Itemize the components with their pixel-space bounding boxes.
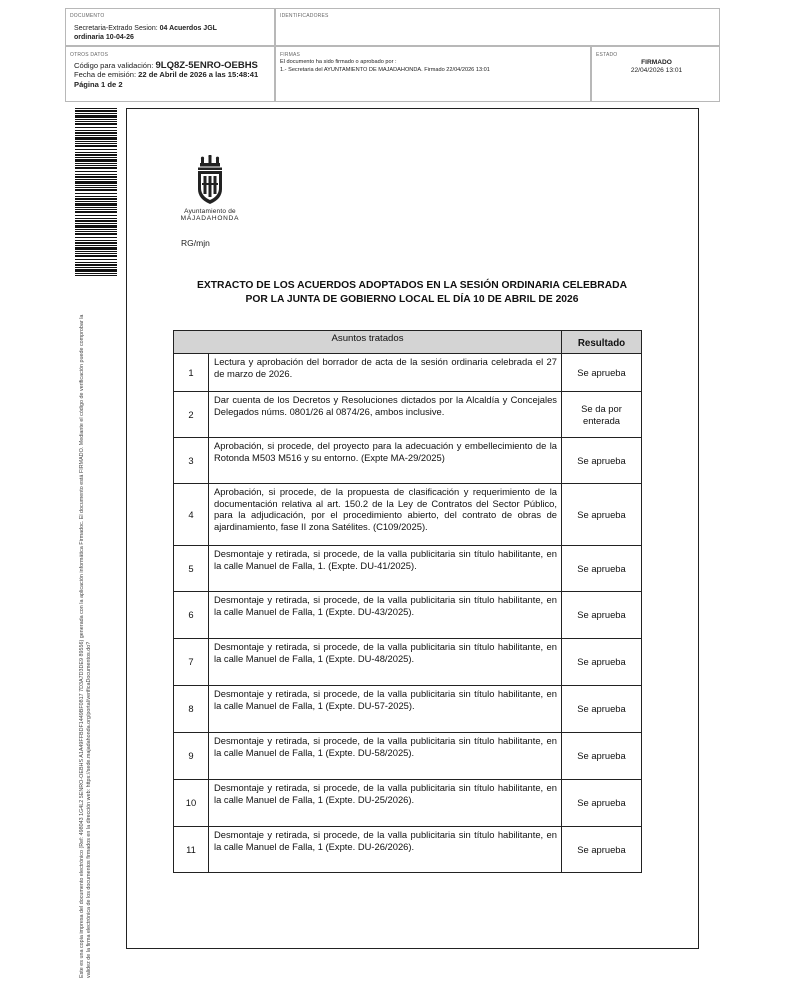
row-result: Se aprueba bbox=[562, 639, 642, 686]
fecha-prefix: Fecha de emisión: bbox=[74, 70, 139, 80]
emission-date: 22 de Abril de 2026 a las 15:48:41 bbox=[138, 70, 259, 80]
verification-side-note: Este es una copia impresa del documento electrónico (Ref: 498043 1G4L2 5ENRO-OEBHS A1A49FFBDF1449BF0817 7D3A7D3DE9 89556) generada con la aplicación informática Firmadoc. El documento está FIRMADO. Mediante el código de verificación puede comprobar la validez de la firma electrónica de los documentos firmados en la dirección web: https://sede.majadahonda.org/portal/verificaDocumentos.do? bbox=[79, 314, 92, 978]
reference-initials: RG/mjn bbox=[181, 238, 210, 248]
page-indicator: Página 1 de 2 bbox=[74, 79, 123, 89]
table-row bbox=[174, 484, 642, 546]
table-row bbox=[174, 354, 642, 392]
row-result: Se aprueba bbox=[562, 686, 642, 733]
row-result: Se da por enterada bbox=[562, 392, 642, 438]
title-line-1: EXTRACTO DE LOS ACUERDOS ADOPTADOS EN LA SESIÓN ORDINARIA CELEBRADA bbox=[196, 280, 627, 291]
logo-text-line-1: Ayuntamiento de bbox=[184, 208, 236, 215]
documento-label: DOCUMENTO bbox=[70, 13, 105, 19]
header-resultado bbox=[562, 331, 642, 354]
row-result: Se aprueba bbox=[562, 354, 642, 392]
row-result: Se aprueba bbox=[562, 438, 642, 484]
row-description: Aprobación, si procede, de la propuesta de clasificación y requerimiento de la documentación relativa al art. 150.2 de la Ley de Contratos del Sector Público, para la adjudicación, por el procedimiento abierto, del contrato de obras de ajardinamiento, fase II zona Satélites. (C109/2025). bbox=[209, 484, 562, 546]
row-description: Desmontaje y retirada, si procede, de la valla publicitaria sin título habilitante, en la calle Manuel de Falla, 1 (Expte. DU-26/2026). bbox=[209, 827, 562, 873]
otros-datos-label: OTROS DATOS bbox=[70, 52, 109, 58]
table-row bbox=[174, 592, 642, 639]
row-number: 8 bbox=[174, 686, 209, 733]
document-title bbox=[174, 279, 650, 306]
header-firmas-cell bbox=[275, 46, 591, 102]
header-otros-datos-cell bbox=[65, 46, 275, 102]
row-description: Desmontaje y retirada, si procede, de la valla publicitaria sin título habilitante, en la calle Manuel de Falla, 1. (Expte. DU-41/2025). bbox=[209, 546, 562, 592]
row-result: Se aprueba bbox=[562, 780, 642, 827]
table-row bbox=[174, 827, 642, 873]
row-number: 9 bbox=[174, 733, 209, 780]
row-description: Desmontaje y retirada, si procede, de la valla publicitaria sin título habilitante, en la calle Manuel de Falla, 1 (Expte. DU-43/2025). bbox=[209, 592, 562, 639]
row-result: Se aprueba bbox=[562, 827, 642, 873]
row-result: Se aprueba bbox=[562, 733, 642, 780]
row-description: Desmontaje y retirada, si procede, de la valla publicitaria sin título habilitante, en la calle Manuel de Falla, 1 (Expte. DU-58/2025). bbox=[209, 733, 562, 780]
row-number: 11 bbox=[174, 827, 209, 873]
row-number: 2 bbox=[174, 392, 209, 438]
barcode-image bbox=[75, 108, 117, 276]
firmas-text bbox=[280, 59, 490, 74]
estado-date: 22/04/2026 13:01 bbox=[630, 67, 683, 74]
header-asuntos bbox=[174, 331, 562, 354]
table-row bbox=[174, 392, 642, 438]
header-estado-cell bbox=[591, 46, 720, 102]
identificadores-label: IDENTIFICADORES bbox=[280, 13, 329, 19]
logo-text-line-2: MAJADAHONDA bbox=[180, 215, 240, 222]
agenda-table bbox=[173, 330, 642, 873]
table-row bbox=[174, 686, 642, 733]
row-description: Aprobación, si procede, del proyecto para la adecuación y embellecimiento de la Rotonda M503 M516 y su entorno. (Expte MA-29/2025) bbox=[209, 438, 562, 484]
row-result: Se aprueba bbox=[562, 484, 642, 546]
codigo-prefix: Código para validación: bbox=[74, 61, 156, 70]
documento-prefix: Secretaria-Extrado Sesion: bbox=[74, 25, 160, 32]
row-number: 7 bbox=[174, 639, 209, 686]
estado-label: ESTADO bbox=[596, 52, 618, 58]
documento-bold-1: 04 Acuerdos JGL bbox=[159, 25, 217, 32]
header-asuntos-label: Asuntos tratados bbox=[331, 333, 404, 344]
table-row bbox=[174, 438, 642, 484]
row-result: Se aprueba bbox=[562, 592, 642, 639]
documento-bold-2: ordinaria 10-04-26 bbox=[74, 34, 134, 41]
row-number: 1 bbox=[174, 354, 209, 392]
firmas-label: FIRMAS bbox=[280, 52, 301, 58]
header-resultado-label: Resultado bbox=[577, 338, 626, 349]
title-line-2: POR LA JUNTA DE GOBIERNO LOCAL EL DÍA 10 DE ABRIL DE 2026 bbox=[245, 293, 579, 305]
row-description: Desmontaje y retirada, si procede, de la valla publicitaria sin título habilitante, en la calle Manuel de Falla, 1 (Expte. DU-48/2025). bbox=[209, 639, 562, 686]
validation-block bbox=[74, 61, 258, 89]
validation-code: 9LQ8Z-5ENRO-OEBHS bbox=[155, 60, 258, 71]
table-row bbox=[174, 639, 642, 686]
documento-title bbox=[74, 24, 217, 42]
table-header-row bbox=[174, 331, 642, 354]
estado-text bbox=[592, 59, 721, 75]
row-description: Dar cuenta de los Decretos y Resoluciones dictados por la Alcaldía y Concejales Delegados núms. 0801/26 al 0874/26, ambos inclusive. bbox=[209, 392, 562, 438]
table-row bbox=[174, 546, 642, 592]
row-description: Lectura y aprobación del borrador de acta de la sesión ordinaria celebrada el 27 de marzo de 2026. bbox=[209, 354, 562, 392]
row-result: Se aprueba bbox=[562, 546, 642, 592]
row-description: Desmontaje y retirada, si procede, de la valla publicitaria sin título habilitante, en la calle Manuel de Falla, 1 (Expte. DU-57-2025). bbox=[209, 686, 562, 733]
header-identificadores-cell bbox=[275, 8, 720, 46]
estado-value: FIRMADO bbox=[641, 59, 672, 66]
agenda-table-body bbox=[174, 354, 642, 873]
firmas-line-2: 1.- Secretaria del AYUNTAMIENTO DE MAJADAHONDA. Firmado 22/04/2026 13:01 bbox=[280, 66, 490, 73]
row-number: 3 bbox=[174, 438, 209, 484]
table-row bbox=[174, 780, 642, 827]
header-documento-cell bbox=[65, 8, 275, 46]
firmas-line-1: El documento ha sido firmado o aprobado por : bbox=[280, 59, 397, 65]
row-number: 10 bbox=[174, 780, 209, 827]
row-number: 5 bbox=[174, 546, 209, 592]
row-description: Desmontaje y retirada, si procede, de la valla publicitaria sin título habilitante, en la calle Manuel de Falla, 1 (Expte. DU-25/2026). bbox=[209, 780, 562, 827]
row-number: 4 bbox=[174, 484, 209, 546]
table-row bbox=[174, 733, 642, 780]
row-number: 6 bbox=[174, 592, 209, 639]
